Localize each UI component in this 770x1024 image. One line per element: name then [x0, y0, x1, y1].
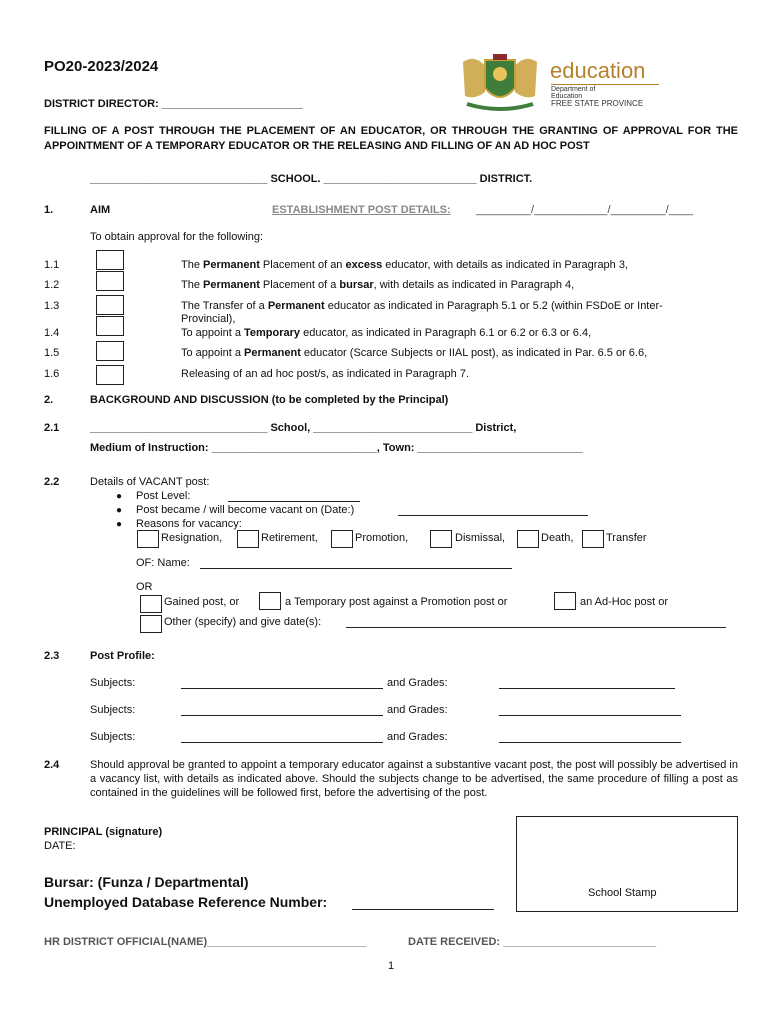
- gained-post-label: Gained post, or: [164, 596, 240, 608]
- item-1-6-text: Releasing of an ad hoc post/s, as indicated in Paragraph 7.: [181, 368, 470, 380]
- database-reference-label: Unemployed Database Reference Number:: [44, 894, 328, 910]
- post-profile-heading: Post Profile:: [90, 650, 155, 662]
- document-code: PO20-2023/2024: [44, 58, 159, 75]
- school-district-field[interactable]: _____________________________ School, __________________________ District,: [90, 422, 517, 434]
- item-number: 1.4: [44, 327, 60, 339]
- item-1-5-text: To appoint a Permanent educator (Scarce Subjects or IIAL post), as indicated in Par. 6.5 or 6.6,: [181, 347, 648, 359]
- item-number: 1.1: [44, 259, 60, 271]
- item-1-2-text: The Permanent Placement of a bursar, with details as indicated in Paragraph 4,: [181, 279, 575, 291]
- bursar-label: Bursar: (Funza / Departmental): [44, 874, 249, 890]
- retirement-checkbox[interactable]: [237, 530, 259, 548]
- principal-date-label: DATE:: [44, 840, 76, 852]
- education-wordmark: education: [550, 58, 646, 83]
- district-director: DISTRICT DIRECTOR: _______________________: [44, 98, 303, 110]
- grades-label: and Grades:: [387, 731, 448, 743]
- item-1-3-text: The Transfer of a Permanent educator as indicated in Paragraph 5.1 or 5.2 (within FSDoE or Inter-: [181, 300, 663, 312]
- temporary-post-label: a Temporary post against a Promotion post or: [285, 596, 508, 608]
- establishment-post-details: ESTABLISHMENT POST DETAILS:: [272, 204, 451, 216]
- dismissal-checkbox[interactable]: [430, 530, 452, 548]
- death-checkbox[interactable]: [517, 530, 539, 548]
- transfer-label: Transfer: [606, 532, 647, 544]
- subjects-label: Subjects:: [90, 731, 136, 743]
- item-1-4-checkbox[interactable]: [96, 316, 124, 336]
- item-1-3-checkbox[interactable]: [96, 295, 124, 315]
- section-2-number: 2.: [44, 394, 54, 406]
- item-1-1-text: The Permanent Placement of an excess educator, with details as indicated in Paragraph 3,: [181, 259, 629, 271]
- database-reference-field[interactable]: [352, 909, 494, 910]
- section-1-intro: To obtain approval for the following:: [90, 231, 264, 243]
- section-2-3-number: 2.3: [44, 650, 60, 662]
- resignation-label: Resignation,: [161, 532, 223, 544]
- vacant-date-field[interactable]: [398, 515, 588, 516]
- bullet-icon: ●: [116, 491, 123, 502]
- section-1-number: 1.: [44, 204, 54, 216]
- section-2-1-number: 2.1: [44, 422, 60, 434]
- school-stamp-label: School Stamp: [588, 887, 657, 899]
- form-title: FILLING OF A POST THROUGH THE PLACEMENT OF AN EDUCATOR, OR THROUGH THE GRANTING OF APPROVAL FOR THE APPOINTMENT OF A TEMPORARY EDUCATOR OR THE RELEASING AND FILLING OF AN AD HOC POST: [44, 125, 738, 152]
- grades-label: and Grades:: [387, 704, 448, 716]
- vacant-post-intro: Details of VACANT post:: [90, 476, 210, 488]
- or-label: OR: [136, 581, 153, 593]
- subjects-field-2[interactable]: [181, 715, 383, 716]
- item-number: 1.6: [44, 368, 60, 380]
- promotion-checkbox[interactable]: [331, 530, 353, 548]
- reasons-label: Reasons for vacancy:: [136, 518, 242, 530]
- death-label: Death,: [541, 532, 574, 544]
- section-2-2-number: 2.2: [44, 476, 60, 488]
- dept-line-3: FREE STATE PROVINCE: [551, 99, 644, 108]
- medium-town-field[interactable]: Medium of Instruction: ___________________________, Town: ___________________________: [90, 442, 583, 454]
- item-number: 1.5: [44, 347, 60, 359]
- other-label: Other (specify) and give date(s):: [164, 616, 322, 628]
- transfer-checkbox[interactable]: [582, 530, 604, 548]
- item-1-5-checkbox[interactable]: [96, 341, 124, 361]
- adhoc-post-label: an Ad-Hoc post or: [580, 596, 669, 608]
- post-level-field[interactable]: [228, 501, 360, 502]
- item-1-1-checkbox[interactable]: [96, 250, 124, 270]
- dept-line-1: Department of: [551, 86, 596, 93]
- subjects-label: Subjects:: [90, 704, 136, 716]
- grades-field-1[interactable]: [499, 688, 675, 689]
- subjects-field-3[interactable]: [181, 742, 383, 743]
- item-1-6-checkbox[interactable]: [96, 365, 124, 385]
- section-2-heading: BACKGROUND AND DISCUSSION (to be completed by the Principal): [90, 394, 449, 406]
- bullet-icon: ●: [116, 505, 123, 516]
- adhoc-post-checkbox[interactable]: [554, 592, 576, 610]
- item-number: 1.3: [44, 300, 60, 312]
- temporary-post-checkbox[interactable]: [259, 592, 281, 610]
- date-received-field[interactable]: DATE RECEIVED: _________________________: [408, 936, 657, 948]
- post-level-label: Post Level:: [136, 490, 191, 502]
- dept-line-2: Education: [551, 93, 583, 100]
- school-district-line: _____________________________ SCHOOL. _________________________ DISTRICT.: [90, 173, 533, 185]
- subjects-label: Subjects:: [90, 677, 136, 689]
- dismissal-label: Dismissal,: [455, 532, 506, 544]
- of-name-field[interactable]: [200, 568, 512, 569]
- subjects-field-1[interactable]: [181, 688, 383, 689]
- grades-label: and Grades:: [387, 677, 448, 689]
- principal-signature-label: PRINCIPAL (signature): [44, 826, 163, 838]
- hr-official-field[interactable]: HR DISTRICT OFFICIAL(NAME)__________________________: [44, 936, 367, 948]
- grades-field-3[interactable]: [499, 742, 681, 743]
- other-field[interactable]: [346, 627, 726, 628]
- item-1-3-continuation: Provincial),: [181, 313, 236, 325]
- other-checkbox[interactable]: [140, 615, 162, 633]
- establishment-blanks: _________/____________/_________/____: [476, 204, 694, 216]
- item-number: 1.2: [44, 279, 60, 291]
- gained-post-checkbox[interactable]: [140, 595, 162, 613]
- retirement-label: Retirement,: [261, 532, 318, 544]
- coat-of-arms-logo: [455, 52, 545, 114]
- section-2-4-number: 2.4: [44, 759, 60, 771]
- item-1-4-text: To appoint a Temporary educator, as indicated in Paragraph 6.1 or 6.2 or 6.3 or 6.4,: [181, 327, 592, 339]
- bullet-icon: ●: [116, 519, 123, 530]
- item-1-2-checkbox[interactable]: [96, 271, 124, 291]
- grades-field-2[interactable]: [499, 715, 681, 716]
- promotion-label: Promotion,: [355, 532, 409, 544]
- of-name-label: OF: Name:: [136, 557, 190, 569]
- vacant-date-label: Post became / will become vacant on (Date:): [136, 504, 355, 516]
- approval-paragraph: Should approval be granted to appoint a temporary educator against a substantive vacant post, the post will possibly be advertised in a vacancy list, with details as indicated above. Should the subjects change to be advertised, the same procedure of filling a post as contained in the guidelines will be followed first, before the advertising of the post.: [90, 759, 738, 799]
- page-number: 1: [388, 960, 395, 972]
- resignation-checkbox[interactable]: [137, 530, 159, 548]
- section-1-heading: AIM: [90, 204, 111, 216]
